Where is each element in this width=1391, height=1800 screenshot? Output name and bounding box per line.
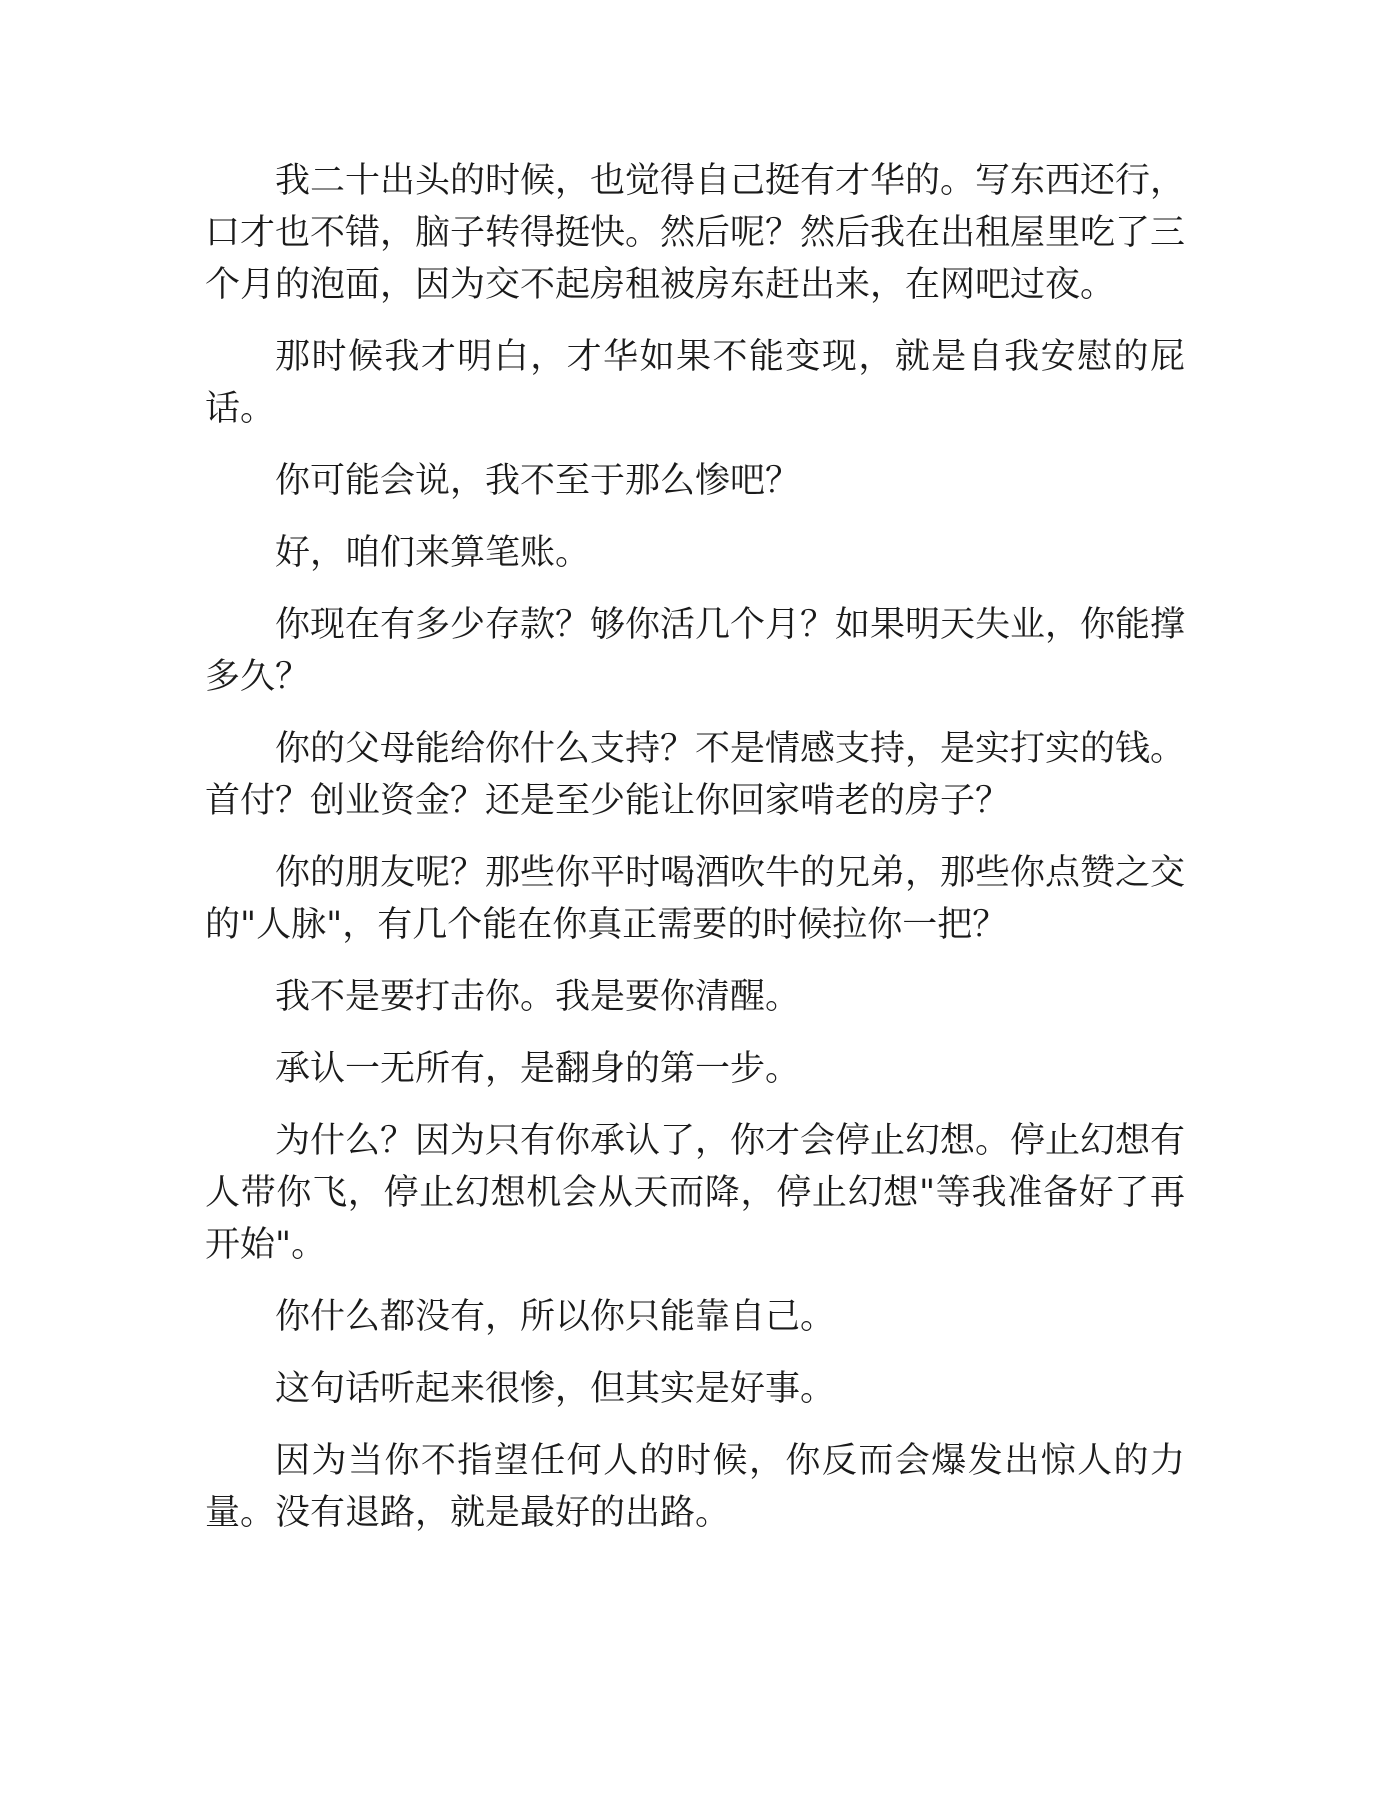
paragraph-8: 我不是要打击你。我是要你清醒。	[275, 977, 801, 1017]
paragraph-13: 因为当你不指望任何人的时候，你反而会爆发出惊人的力量。没有退路，就是最好的出路。	[205, 1441, 1185, 1533]
paragraph-9: 承认一无所有，是翻身的第一步。	[275, 1049, 801, 1089]
paragraph-7: 你的朋友呢？那些你平时喝酒吹牛的兄弟，那些你点赞之交的"人脉"，有几个能在你真正需要的时候拉你一把？	[205, 853, 1186, 945]
paragraph-4: 好，咱们来算笔账。	[275, 533, 591, 573]
paragraph-5: 你现在有多少存款？够你活几个月？如果明天失业，你能撑多久？	[205, 605, 1186, 697]
paragraph-10: 为什么？因为只有你承认了，你才会停止幻想。停止幻想有人带你飞，停止幻想机会从天而降，停止幻想"等我准备好了再开始"。	[205, 1121, 1186, 1265]
paragraph-11: 你什么都没有，所以你只能靠自己。	[275, 1297, 836, 1337]
paragraph-3: 你可能会说，我不至于那么惨吧？	[275, 461, 801, 501]
document-page	[205, 155, 1185, 1559]
paragraph-6: 你的父母能给你什么支持？不是情感支持，是实打实的钱。首付？创业资金？还是至少能让你回家啃老的房子？	[205, 729, 1186, 821]
paragraph-1: 我二十出头的时候，也觉得自己挺有才华的。写东西还行，口才也不错，脑子转得挺快。然后呢？然后我在出租屋里吃了三个月的泡面，因为交不起房租被房东赶出来，在网吧过夜。	[205, 161, 1186, 305]
paragraph-12: 这句话听起来很惨，但其实是好事。	[275, 1369, 836, 1409]
paragraph-2: 那时候我才明白，才华如果不能变现，就是自我安慰的屁话。	[205, 337, 1185, 429]
